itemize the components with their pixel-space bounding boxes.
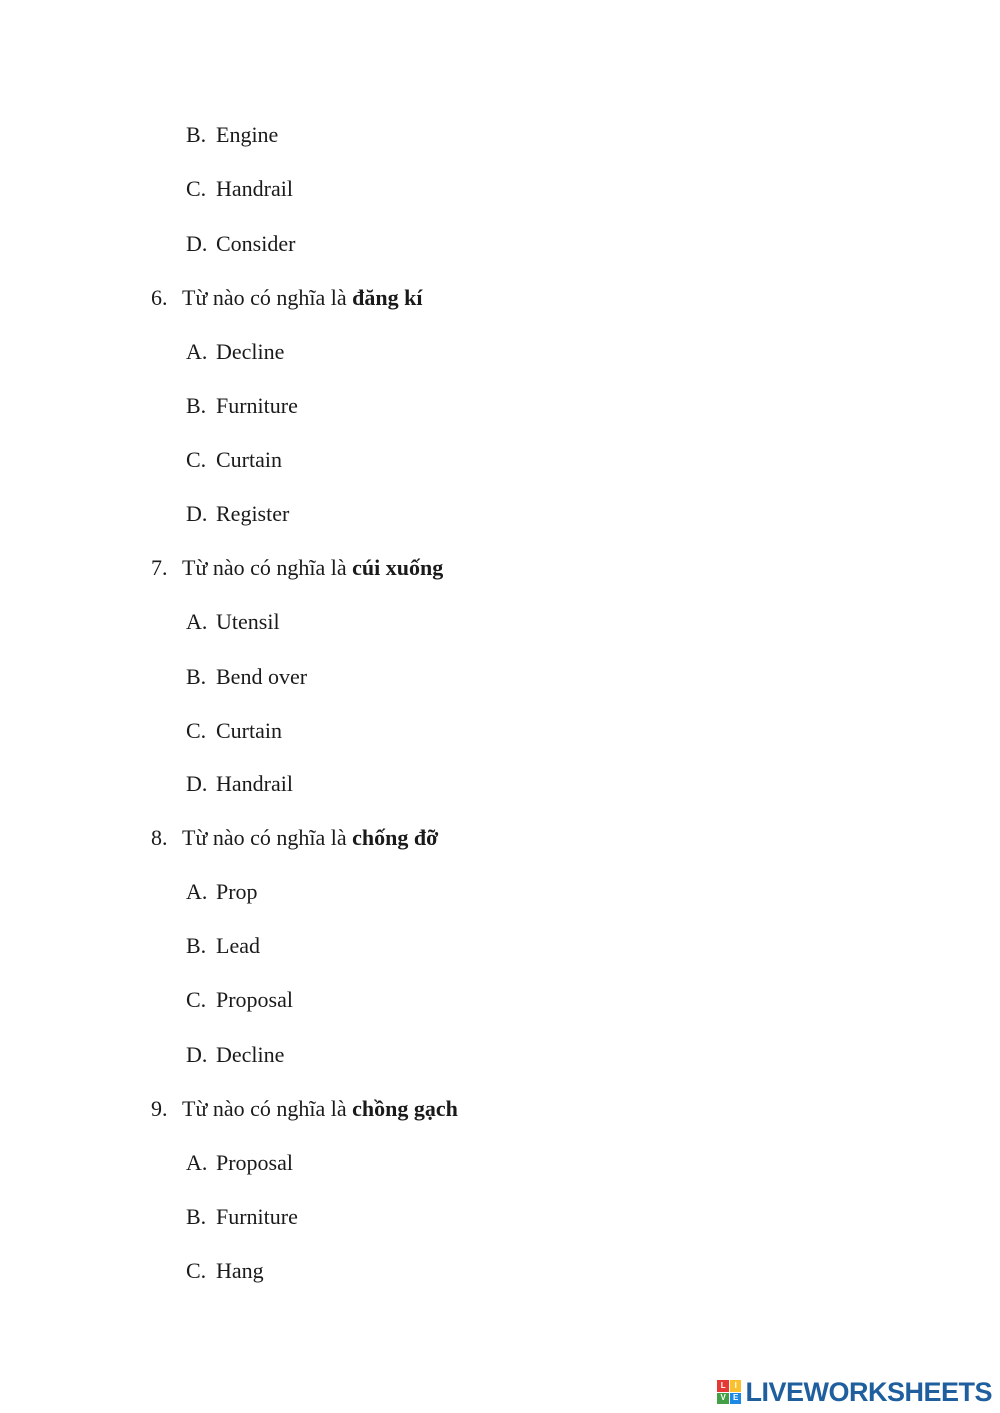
option-text: Furniture bbox=[216, 393, 298, 418]
option-text: Furniture bbox=[216, 1204, 298, 1229]
liveworksheets-brand[interactable] bbox=[717, 1377, 992, 1407]
option-letter: B. bbox=[186, 393, 207, 418]
brand-name: LIVEWORKSHEETS bbox=[745, 1376, 992, 1407]
q7-option-a[interactable] bbox=[186, 609, 280, 635]
q9-option-c[interactable] bbox=[186, 1258, 264, 1284]
q8-option-d[interactable] bbox=[186, 1042, 284, 1068]
option-letter: A. bbox=[186, 879, 208, 904]
q9-option-b[interactable] bbox=[186, 1204, 298, 1230]
option-text: Handrail bbox=[216, 771, 293, 796]
option-letter: B. bbox=[186, 933, 207, 958]
liveworksheets-logo-icon bbox=[717, 1380, 741, 1404]
q5-option-c[interactable] bbox=[186, 176, 293, 202]
question-6 bbox=[151, 285, 422, 311]
q7-option-b[interactable] bbox=[186, 664, 307, 690]
option-text: Consider bbox=[216, 231, 296, 256]
option-text: Decline bbox=[216, 339, 285, 364]
option-text: Proposal bbox=[216, 1150, 293, 1175]
question-prompt: Từ nào có nghĩa là bbox=[182, 285, 353, 310]
question-8 bbox=[151, 825, 438, 851]
option-letter: D. bbox=[186, 1042, 208, 1067]
question-number: 8. bbox=[151, 825, 168, 850]
option-letter: D. bbox=[186, 231, 208, 256]
logo-letter-v: V bbox=[717, 1393, 729, 1405]
q8-option-a[interactable] bbox=[186, 879, 258, 905]
logo-letter-i: I bbox=[730, 1380, 742, 1392]
option-letter: B. bbox=[186, 1204, 207, 1229]
q6-option-d[interactable] bbox=[186, 501, 289, 527]
question-keyword: cúi xuống bbox=[352, 555, 444, 580]
option-letter: C. bbox=[186, 987, 207, 1012]
question-9 bbox=[151, 1096, 458, 1122]
option-text: Register bbox=[216, 501, 290, 526]
option-text: Handrail bbox=[216, 176, 293, 201]
option-text: Proposal bbox=[216, 987, 293, 1012]
question-number: 9. bbox=[151, 1096, 168, 1121]
q6-option-b[interactable] bbox=[186, 393, 298, 419]
option-letter: A. bbox=[186, 609, 208, 634]
option-text: Bend over bbox=[216, 664, 308, 689]
question-prompt: Từ nào có nghĩa là bbox=[182, 1096, 353, 1121]
option-letter: C. bbox=[186, 718, 207, 743]
option-text: Curtain bbox=[216, 718, 282, 743]
option-letter: B. bbox=[186, 664, 207, 689]
question-keyword: chồng gạch bbox=[352, 1096, 458, 1121]
q6-option-c[interactable] bbox=[186, 447, 282, 473]
option-letter: D. bbox=[186, 501, 208, 526]
option-text: Lead bbox=[216, 933, 260, 958]
question-7 bbox=[151, 555, 443, 581]
option-letter: D. bbox=[186, 771, 208, 796]
option-letter: A. bbox=[186, 339, 208, 364]
q8-option-b[interactable] bbox=[186, 933, 260, 959]
option-letter: B. bbox=[186, 122, 207, 147]
option-text: Decline bbox=[216, 1042, 285, 1067]
question-keyword: đăng kí bbox=[352, 285, 423, 310]
option-text: Prop bbox=[216, 879, 258, 904]
option-letter: C. bbox=[186, 447, 207, 472]
q5-option-d[interactable] bbox=[186, 231, 295, 257]
option-text: Curtain bbox=[216, 447, 282, 472]
q7-option-c[interactable] bbox=[186, 718, 282, 744]
question-prompt: Từ nào có nghĩa là bbox=[182, 555, 353, 580]
option-letter: C. bbox=[186, 1258, 207, 1283]
option-letter: A. bbox=[186, 1150, 208, 1175]
q5-option-b[interactable] bbox=[186, 122, 278, 148]
option-letter: C. bbox=[186, 176, 207, 201]
q9-option-a[interactable] bbox=[186, 1150, 293, 1176]
question-number: 7. bbox=[151, 555, 168, 580]
q6-option-a[interactable] bbox=[186, 339, 284, 365]
option-text: Utensil bbox=[216, 609, 280, 634]
logo-letter-l: L bbox=[717, 1380, 729, 1392]
logo-letter-e: E bbox=[730, 1393, 742, 1405]
q7-option-d[interactable] bbox=[186, 771, 293, 797]
question-number: 6. bbox=[151, 285, 168, 310]
question-keyword: chống đỡ bbox=[352, 825, 439, 850]
option-text: Engine bbox=[216, 122, 279, 147]
option-text: Hang bbox=[216, 1258, 264, 1283]
q8-option-c[interactable] bbox=[186, 987, 293, 1013]
question-prompt: Từ nào có nghĩa là bbox=[182, 825, 353, 850]
